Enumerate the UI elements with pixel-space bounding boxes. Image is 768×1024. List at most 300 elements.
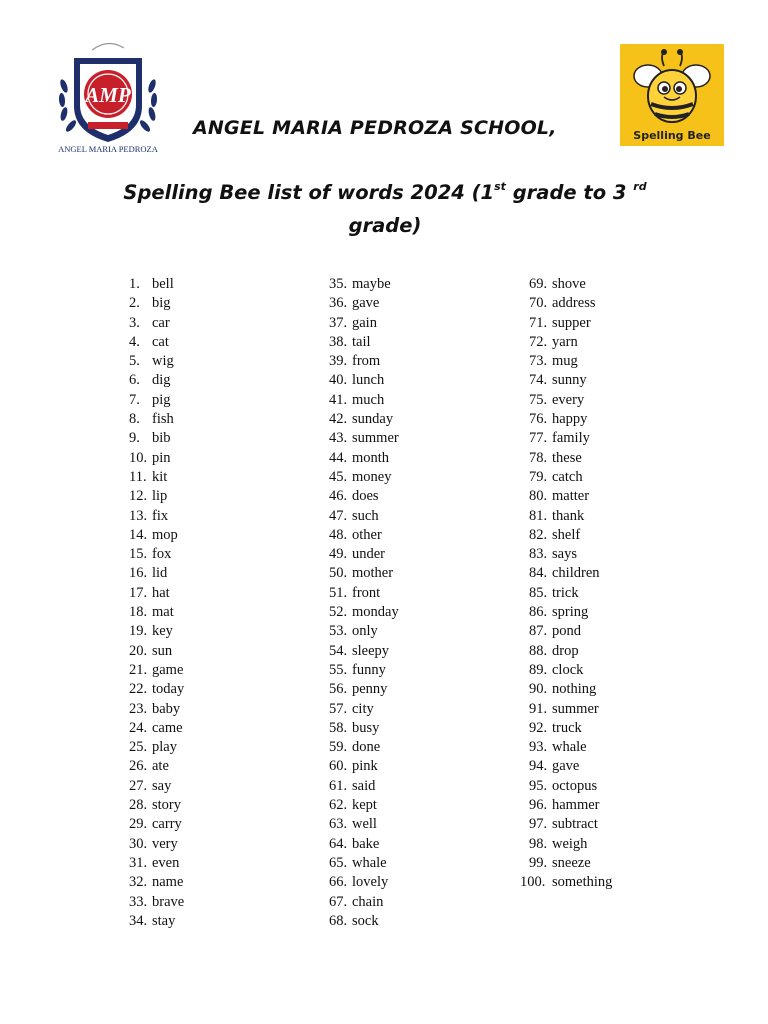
list-item [529, 815, 612, 834]
list-item [329, 410, 399, 429]
word-number: 48. [329, 526, 348, 543]
word-text: cat [152, 333, 169, 350]
word-number: 55. [329, 661, 348, 678]
word-number: 62. [329, 797, 348, 814]
list-item [129, 275, 184, 294]
word-number: 77. [529, 430, 548, 447]
word-number: 84. [529, 565, 548, 582]
word-text: weigh [552, 835, 588, 852]
word-text: tail [352, 333, 371, 350]
word-number: 35. [329, 276, 348, 292]
word-number: 53. [329, 623, 348, 640]
word-number: 41. [329, 391, 348, 408]
list-item [129, 854, 184, 873]
list-item [129, 333, 184, 352]
word-text: sneeze [552, 854, 591, 871]
word-text: very [152, 835, 178, 852]
crest-initials: AMP [85, 83, 131, 107]
word-text: these [552, 449, 582, 466]
list-item [329, 893, 399, 912]
word-number: 83. [529, 546, 548, 563]
word-list-column-1 [129, 275, 184, 931]
list-item [129, 777, 184, 796]
school-crest-logo [54, 36, 162, 156]
list-item [529, 738, 612, 757]
word-number: 86. [529, 604, 548, 621]
word-number: 42. [329, 411, 348, 428]
word-text: monday [352, 604, 399, 621]
list-item [529, 487, 612, 506]
word-text: drop [552, 642, 579, 659]
list-item [529, 429, 612, 448]
word-number: 10. [129, 449, 148, 466]
word-number: 7. [129, 391, 140, 408]
word-text: penny [352, 681, 388, 698]
word-text: done [352, 739, 381, 756]
word-text: shove [552, 276, 586, 292]
word-number: 17. [129, 584, 148, 601]
word-number: 26. [129, 758, 148, 775]
word-text: wig [152, 353, 174, 370]
list-item [129, 487, 184, 506]
word-text: only [352, 623, 378, 640]
word-text: fox [152, 546, 172, 563]
word-number: 95. [529, 777, 548, 794]
word-text: said [352, 777, 376, 794]
word-number: 54. [329, 642, 348, 659]
list-item [129, 564, 184, 583]
word-text: from [352, 353, 381, 370]
list-item [329, 429, 399, 448]
word-number: 78. [529, 449, 548, 466]
word-text: shelf [552, 526, 581, 543]
list-item [529, 545, 612, 564]
list-item [529, 854, 612, 873]
word-text: happy [552, 411, 588, 428]
word-number: 49. [329, 546, 348, 563]
word-number: 30. [129, 835, 148, 852]
word-number: 70. [529, 295, 548, 312]
list-item [129, 912, 184, 931]
word-number: 79. [529, 468, 548, 485]
word-number: 28. [129, 797, 148, 814]
list-item [329, 584, 399, 603]
word-number: 94. [529, 758, 548, 775]
word-number: 50. [329, 565, 348, 582]
list-item [129, 584, 184, 603]
list-item [329, 873, 399, 892]
word-text: bell [152, 276, 174, 292]
word-number: 51. [329, 584, 348, 601]
list-item [529, 777, 612, 796]
word-number: 1. [129, 276, 140, 292]
word-number: 40. [329, 372, 348, 389]
word-text: address [552, 295, 596, 312]
word-text: hammer [552, 797, 600, 814]
word-number: 85. [529, 584, 548, 601]
list-item [529, 584, 612, 603]
list-item [529, 526, 612, 545]
word-number: 46. [329, 488, 348, 505]
word-number: 14. [129, 526, 148, 543]
word-text: sleepy [352, 642, 390, 659]
list-item [329, 661, 399, 680]
list-item [129, 314, 184, 333]
word-number: 37. [329, 314, 348, 331]
list-item [329, 815, 399, 834]
word-text: name [152, 874, 184, 891]
word-number: 38. [329, 333, 348, 350]
word-number: 2. [129, 295, 140, 312]
word-text: spring [552, 604, 589, 621]
word-text: pig [152, 391, 171, 408]
word-number: 59. [329, 739, 348, 756]
list-item [329, 526, 399, 545]
word-text: nothing [552, 681, 597, 698]
list-item [329, 642, 399, 661]
title-sup-1: st [494, 180, 506, 193]
list-item [129, 815, 184, 834]
word-text: bake [352, 835, 380, 852]
list-item [129, 642, 184, 661]
word-number: 58. [329, 719, 348, 736]
word-number: 61. [329, 777, 348, 794]
list-item [329, 487, 399, 506]
word-number: 23. [129, 700, 148, 717]
list-item [529, 314, 612, 333]
word-text: sunday [352, 411, 394, 428]
word-number: 25. [129, 739, 148, 756]
word-text: fix [152, 507, 169, 524]
list-item [329, 777, 399, 796]
list-item [129, 622, 184, 641]
word-text: subtract [552, 816, 598, 833]
list-item [329, 314, 399, 333]
word-text: stay [152, 912, 176, 929]
word-number: 89. [529, 661, 548, 678]
word-text: fish [152, 411, 174, 428]
list-item [329, 719, 399, 738]
list-item [329, 912, 399, 931]
list-item [329, 738, 399, 757]
word-text: whale [352, 854, 387, 871]
list-item [129, 449, 184, 468]
word-text: baby [152, 700, 181, 717]
word-text: bib [152, 430, 171, 447]
word-text: busy [352, 719, 380, 736]
list-item [129, 391, 184, 410]
list-item [329, 700, 399, 719]
word-list-column-3 [520, 275, 613, 893]
word-number: 91. [529, 700, 548, 717]
word-number: 31. [129, 854, 148, 871]
word-text: mother [352, 565, 394, 582]
word-text: even [152, 854, 180, 871]
word-text: maybe [352, 276, 391, 292]
list-item [529, 333, 612, 352]
word-number: 34. [129, 912, 148, 929]
word-number: 12. [129, 488, 148, 505]
list-item [529, 507, 612, 526]
word-number: 90. [529, 681, 548, 698]
list-item [529, 719, 612, 738]
word-text: hat [152, 584, 170, 601]
list-item [529, 468, 612, 487]
word-text: came [152, 719, 183, 736]
word-text: lid [152, 565, 168, 582]
word-number: 64. [329, 835, 348, 852]
word-text: catch [552, 468, 583, 485]
word-text: kit [152, 468, 168, 485]
word-text: trick [552, 584, 579, 601]
word-number: 8. [129, 411, 140, 428]
word-number: 9. [129, 430, 140, 447]
list-item [329, 680, 399, 699]
word-text: story [152, 797, 181, 814]
word-number: 44. [329, 449, 348, 466]
list-item [520, 873, 612, 892]
list-item [529, 700, 612, 719]
word-text: front [352, 584, 381, 601]
list-item [529, 275, 612, 294]
list-item [129, 352, 184, 371]
word-number: 47. [329, 507, 348, 524]
title-part-3: grade) [348, 214, 422, 237]
word-list-column-2 [329, 275, 399, 931]
list-item [329, 352, 399, 371]
word-number: 81. [529, 507, 548, 524]
word-number: 57. [329, 700, 348, 717]
list-item [129, 468, 184, 487]
list-item [129, 661, 184, 680]
word-text: brave [152, 893, 185, 910]
list-item [329, 333, 399, 352]
word-number: 3. [129, 314, 140, 331]
word-text: such [352, 507, 379, 524]
word-number: 15. [129, 546, 148, 563]
word-number: 96. [529, 797, 548, 814]
word-text: truck [552, 719, 582, 736]
word-text: kept [352, 797, 377, 814]
word-text: thank [552, 507, 585, 524]
word-number: 100. [520, 874, 546, 891]
list-item [129, 738, 184, 757]
word-number: 80. [529, 488, 548, 505]
word-text: city [352, 700, 374, 717]
spelling-bee-logo [620, 44, 724, 146]
word-number: 16. [129, 565, 148, 582]
list-item [129, 719, 184, 738]
word-text: family [552, 430, 590, 447]
word-number: 33. [129, 893, 148, 910]
word-text: sun [152, 642, 173, 659]
word-text: whale [552, 739, 587, 756]
list-item [129, 526, 184, 545]
word-text: mug [552, 353, 578, 370]
word-number: 24. [129, 719, 148, 736]
list-item [129, 410, 184, 429]
word-number: 5. [129, 353, 140, 370]
word-text: gave [552, 758, 580, 775]
word-number: 82. [529, 526, 548, 543]
word-text: big [152, 295, 171, 312]
word-number: 32. [129, 874, 148, 891]
word-number: 97. [529, 816, 548, 833]
list-item [529, 796, 612, 815]
word-number: 98. [529, 835, 548, 852]
word-number: 92. [529, 719, 548, 736]
list-item [129, 835, 184, 854]
word-text: pin [152, 449, 171, 466]
school-name: ANGEL MARIA PEDROZA SCHOOL, [193, 117, 557, 139]
word-text: key [152, 623, 173, 640]
word-text: play [152, 739, 177, 756]
word-text: pond [552, 623, 581, 640]
list-item [329, 449, 399, 468]
word-text: says [552, 546, 577, 563]
word-number: 19. [129, 623, 148, 640]
word-text: today [152, 681, 185, 698]
list-item [529, 352, 612, 371]
word-number: 73. [529, 353, 548, 370]
word-text: every [552, 391, 585, 408]
list-item [329, 835, 399, 854]
list-item [329, 545, 399, 564]
word-text: month [352, 449, 390, 466]
word-text: other [352, 526, 382, 543]
word-text: under [352, 546, 386, 563]
list-item [529, 449, 612, 468]
word-number: 22. [129, 681, 148, 698]
list-item [529, 680, 612, 699]
list-item [129, 796, 184, 815]
word-text: sock [352, 912, 379, 929]
list-item [129, 757, 184, 776]
word-number: 6. [129, 372, 140, 389]
list-item [329, 796, 399, 815]
word-text: money [352, 468, 392, 485]
list-item [329, 468, 399, 487]
word-text: something [552, 874, 613, 891]
list-item [329, 757, 399, 776]
spelling-bee-logo-text: Spelling Bee [633, 129, 711, 142]
word-number: 36. [329, 295, 348, 312]
word-number: 88. [529, 642, 548, 659]
word-number: 65. [329, 854, 348, 871]
list-item [129, 371, 184, 390]
word-text: ate [152, 758, 169, 775]
word-text: gave [352, 295, 380, 312]
word-text: pink [352, 758, 378, 775]
word-number: 63. [329, 816, 348, 833]
word-text: carry [152, 816, 182, 833]
crest-caption: ANGEL MARIA PEDROZA [58, 144, 158, 154]
list-item [329, 854, 399, 873]
word-number: 11. [129, 468, 147, 485]
word-number: 74. [529, 372, 548, 389]
title-part-1: Spelling Bee list of words 2024 (1 [123, 181, 495, 204]
word-number: 93. [529, 739, 548, 756]
list-item [329, 507, 399, 526]
list-item [129, 507, 184, 526]
word-number: 18. [129, 604, 148, 621]
list-item [129, 893, 184, 912]
word-text: much [352, 391, 385, 408]
word-number: 69. [529, 276, 548, 292]
word-number: 29. [129, 816, 148, 833]
word-number: 71. [529, 314, 548, 331]
list-item [529, 391, 612, 410]
word-text: gain [352, 314, 377, 331]
list-item [529, 410, 612, 429]
word-text: well [352, 816, 377, 833]
word-text: lip [152, 488, 168, 505]
word-text: supper [552, 314, 591, 331]
word-text: mop [152, 526, 178, 543]
list-item [529, 757, 612, 776]
list-item [529, 642, 612, 661]
list-item [529, 835, 612, 854]
word-text: say [152, 777, 172, 794]
page-title [110, 176, 660, 242]
word-number: 66. [329, 874, 348, 891]
list-item [329, 622, 399, 641]
list-item [129, 603, 184, 622]
word-number: 52. [329, 604, 348, 621]
word-text: matter [552, 488, 590, 505]
list-item [329, 391, 399, 410]
word-number: 99. [529, 854, 548, 871]
word-text: children [552, 565, 600, 582]
list-item [529, 564, 612, 583]
list-item [329, 294, 399, 313]
list-item [529, 371, 612, 390]
word-text: mat [152, 604, 174, 621]
list-item [129, 873, 184, 892]
word-text: summer [352, 430, 399, 447]
word-number: 43. [329, 430, 348, 447]
word-text: chain [352, 893, 384, 910]
list-item [529, 622, 612, 641]
list-item [129, 429, 184, 448]
word-text: car [152, 314, 170, 331]
word-number: 87. [529, 623, 548, 640]
word-number: 4. [129, 333, 140, 350]
word-number: 45. [329, 468, 348, 485]
word-number: 20. [129, 642, 148, 659]
list-item [529, 294, 612, 313]
list-item [329, 603, 399, 622]
word-text: yarn [552, 333, 578, 350]
word-text: lovely [352, 874, 389, 891]
list-item [129, 545, 184, 564]
list-item [129, 680, 184, 699]
title-part-2: grade to 3 [505, 181, 634, 204]
word-text: octopus [552, 777, 598, 794]
word-number: 13. [129, 507, 148, 524]
word-number: 72. [529, 333, 548, 350]
word-text: sunny [552, 372, 587, 389]
word-number: 27. [129, 777, 148, 794]
list-item [129, 294, 184, 313]
word-text: clock [552, 661, 584, 678]
word-number: 39. [329, 353, 348, 370]
word-number: 68. [329, 912, 348, 929]
word-number: 76. [529, 411, 548, 428]
title-sup-2: rd [633, 180, 647, 193]
word-number: 21. [129, 661, 148, 678]
list-item [529, 661, 612, 680]
